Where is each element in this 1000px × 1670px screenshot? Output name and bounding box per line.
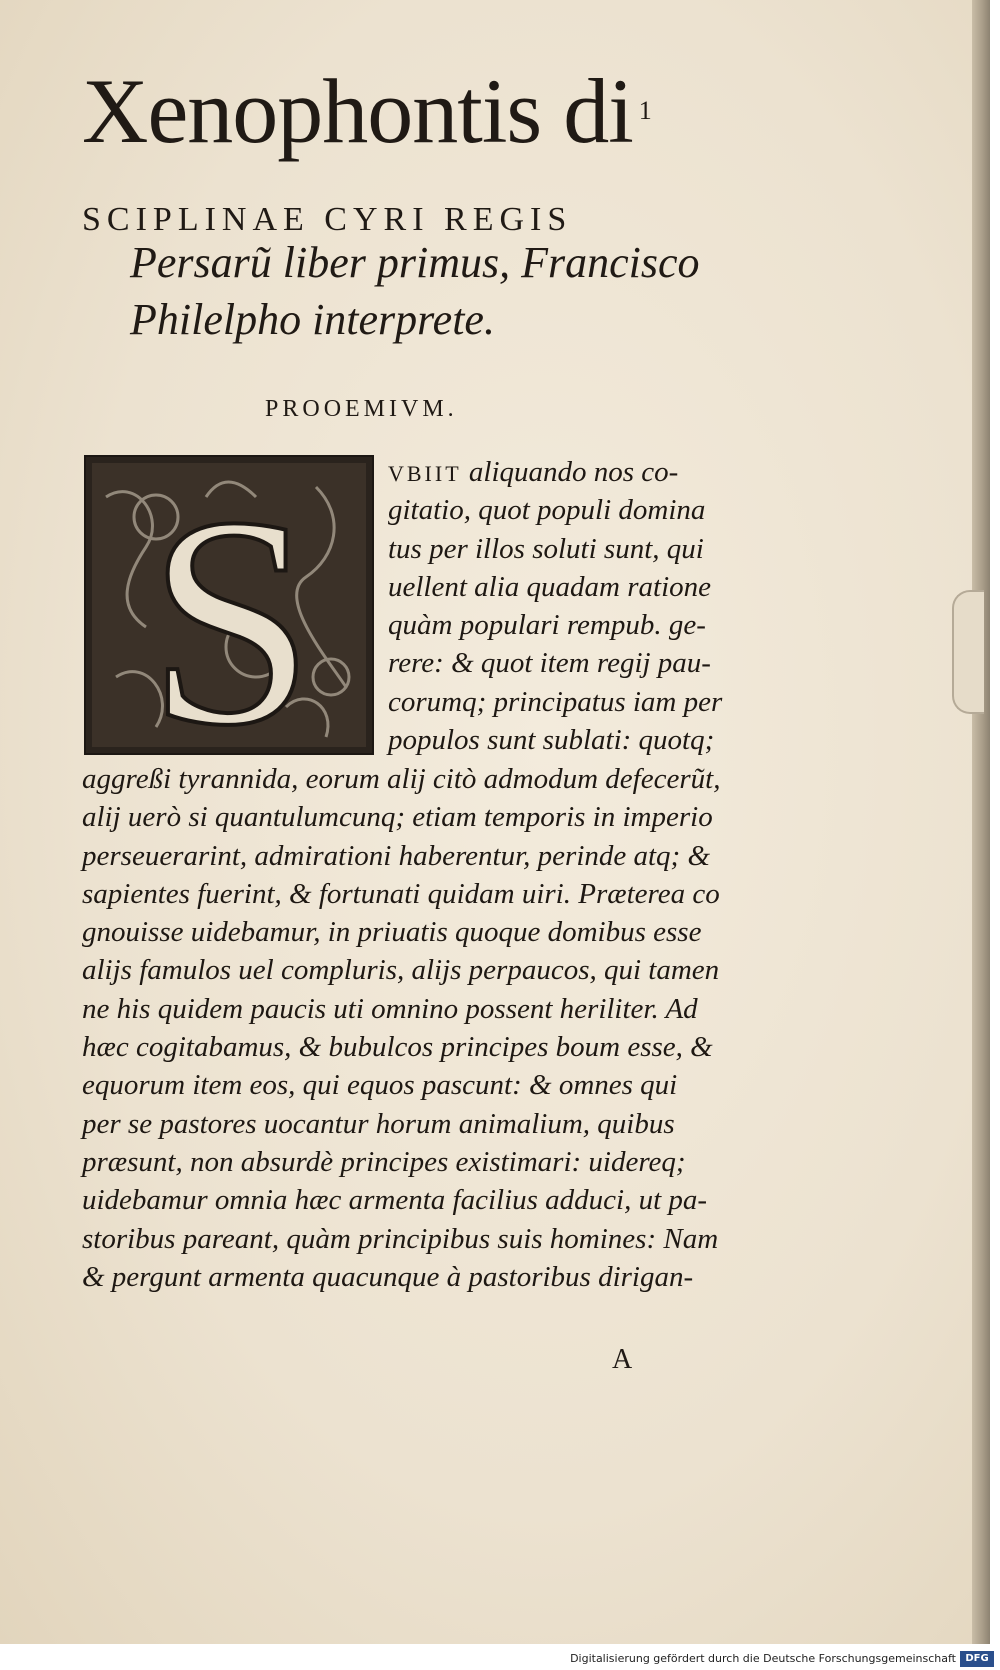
section-heading: PROOEMIVM. — [265, 396, 458, 422]
text-line: populos sunt sublati: quotq; — [388, 724, 715, 757]
text-line: gnouisse uidebamur, in priuatis quoque domibus esse — [82, 916, 702, 949]
body-text — [82, 760, 762, 1296]
text-line: ne his quidem paucis uti omnino possent heriliter. Ad — [82, 992, 698, 1025]
title-line-4: Philelpho interprete. — [130, 295, 495, 344]
text-line: sapientes fuerint, & fortunati quidam uiri. Præterea co — [82, 877, 720, 910]
text-line: per se pastores uocantur horum animalium, quibus — [82, 1107, 675, 1140]
opening-word: VBIIT — [388, 461, 462, 486]
page-edge — [972, 0, 990, 1644]
text-line: uidebamur omnia hæc armenta facilius adduci, ut pa- — [82, 1184, 708, 1217]
text-line: alijs famulos uel compluris, alijs perpaucos, qui tamen — [82, 954, 720, 987]
funding-note: Digitalisierung gefördert durch die Deutsche Forschungsgemeinschaft — [570, 1652, 956, 1665]
drop-cap-letter: S — [147, 457, 315, 757]
text-line: præsunt, non absurdè principes existimari: uidereq; — [82, 1145, 686, 1178]
body-text-beside-initial — [388, 453, 748, 759]
text-line: alij uerò si quantulumcunq; etiam temporis in imperio — [82, 801, 713, 834]
text-line: aggreßi tyrannida, eorum alij citò admodum defecerũt, — [82, 763, 721, 795]
title-line-3: Persarũ liber primus, Francisco — [130, 238, 700, 287]
text-line: hæc cogitabamus, & bubulcos principes boum esse, & — [82, 1031, 713, 1064]
title-line-1: Xenophontis di $^1$ — [82, 60, 651, 162]
text-line: & pergunt armenta quacunque à pastoribus dirigan- — [82, 1260, 694, 1293]
footer-bar — [0, 1648, 1000, 1670]
page-tab-notch — [952, 590, 984, 714]
text-line: corumq; principatus iam per — [388, 685, 723, 718]
text-line: equorum item eos, qui equos pascunt: & omnes qui — [82, 1069, 678, 1102]
text-line: quàm populari rempub. ge- — [388, 609, 706, 642]
text-line: uellent alia quadam ratione — [388, 570, 711, 603]
text-line: VBIIT aliquando nos co- — [388, 456, 679, 488]
decorated-initial — [84, 455, 374, 755]
dfg-logo: DFG — [960, 1651, 994, 1667]
text-line: tus per illos soluti sunt, qui — [388, 532, 704, 565]
marginal-number: 1 — [638, 96, 651, 125]
signature-mark: A — [612, 1344, 633, 1375]
text-line: gitatio, quot populi domina — [388, 494, 706, 527]
text-line: perseuerarint, admirationi haberentur, perinde atq; & — [82, 839, 711, 872]
text-line: storibus pareant, quàm principibus suis homines: Nam — [82, 1222, 719, 1255]
title-line-2: SCIPLINAE CYRI REGIS — [82, 201, 573, 238]
woodcut-ornament — [86, 457, 374, 755]
text-line: rere: & quot item regij pau- — [388, 647, 711, 680]
